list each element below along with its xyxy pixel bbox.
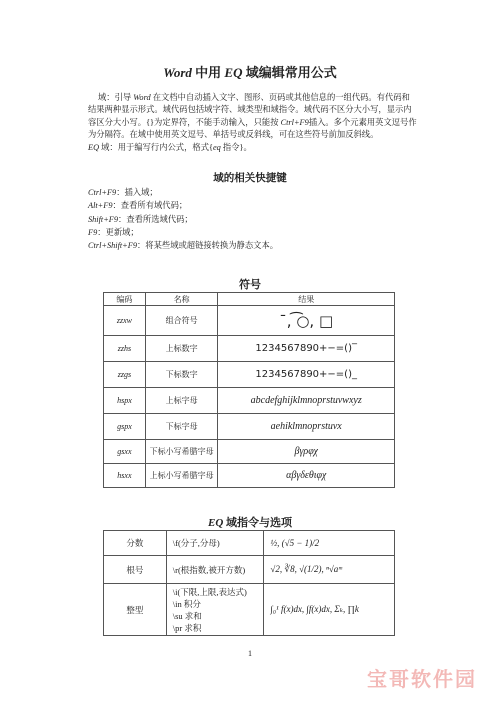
- eq-intro-paragraph: EQ 域：用于编写行内公式，格式{eq 指令}。: [88, 143, 252, 152]
- table-row: 根号 \r(根指数,被开方数) √2, ∛8, √(1/2), ⁿ√aᵐ: [104, 556, 395, 584]
- shortcut-item: Ctrl+Shift+F9：将某些域或超链接转换为静态文本。: [88, 241, 279, 251]
- shortcut-item: Alt+F9：查看所有域代码；: [88, 201, 188, 211]
- shortcut-item: F9：更新域；: [88, 227, 139, 237]
- table-row: 分数 \f(分子,分母) ½, (√5 − 1)/2: [104, 531, 395, 556]
- table-row: zzhs 上标数字 1234567890+−=()‾: [104, 336, 395, 362]
- eq-table: [103, 530, 395, 636]
- table-row: 整型 \i(下限,上限,表达式) \in 积分 \su 求和 \pr 求积 ∫₀¹ f(x)dx, ∫f(x)dx, Σₖ, ∏k: [104, 584, 395, 636]
- table-row: hspx 上标字母 abcdefghijklmnoprstuvwxyz: [104, 388, 395, 414]
- header-code: 编码: [104, 293, 146, 306]
- header-result: 结果: [218, 293, 395, 306]
- header-name: 名称: [145, 293, 218, 306]
- shortcut-item: Shift+F9：查看所选域代码；: [88, 214, 193, 224]
- shortcut-list: [88, 186, 278, 252]
- site-watermark: 宝哥软件园: [367, 667, 477, 691]
- table-header-row: [104, 293, 395, 306]
- shortcut-item: Ctrl+F9：插入域；: [88, 188, 158, 197]
- table-row: gspx 下标字母 aehiklmnoprstuvx: [104, 414, 395, 440]
- table-row: zzxw 组合符号 ¯, ͡○, □: [104, 306, 395, 336]
- table-row: hsxx 上标小写希腊字母 αβγδεθιφχ: [104, 464, 395, 488]
- table-row: gsxx 下标小写希腊字母 βγρφχ: [104, 440, 395, 464]
- symbols-heading: 符号: [239, 279, 261, 291]
- intro-paragraph: 域：引导 Word 在文档中自动插入文字、图形、页码或其他信息的一组代码。有代码和结果两种显示形式。域代码包括域字符、域类型和域指令。域代码不区分大小写，显示内容区分大小写。{}为定界符，不能手动输入，只能按 Ctrl+F9插入。多个元素用英文逗号作为分隔符。在域中使用英文逗号、单括号或反斜线，可在这些符号前加反斜线。: [88, 93, 417, 139]
- eq-heading: EQ 域指令与选项: [207, 517, 293, 529]
- symbols-table: [103, 292, 395, 488]
- shortcuts-heading: 域的相关快捷键: [213, 173, 287, 184]
- page-title: Word 中用 EQ 域编辑常用公式: [163, 65, 337, 80]
- page-number: 1: [248, 649, 252, 658]
- table-row: zzgs 下标数字 1234567890+−=()_: [104, 362, 395, 388]
